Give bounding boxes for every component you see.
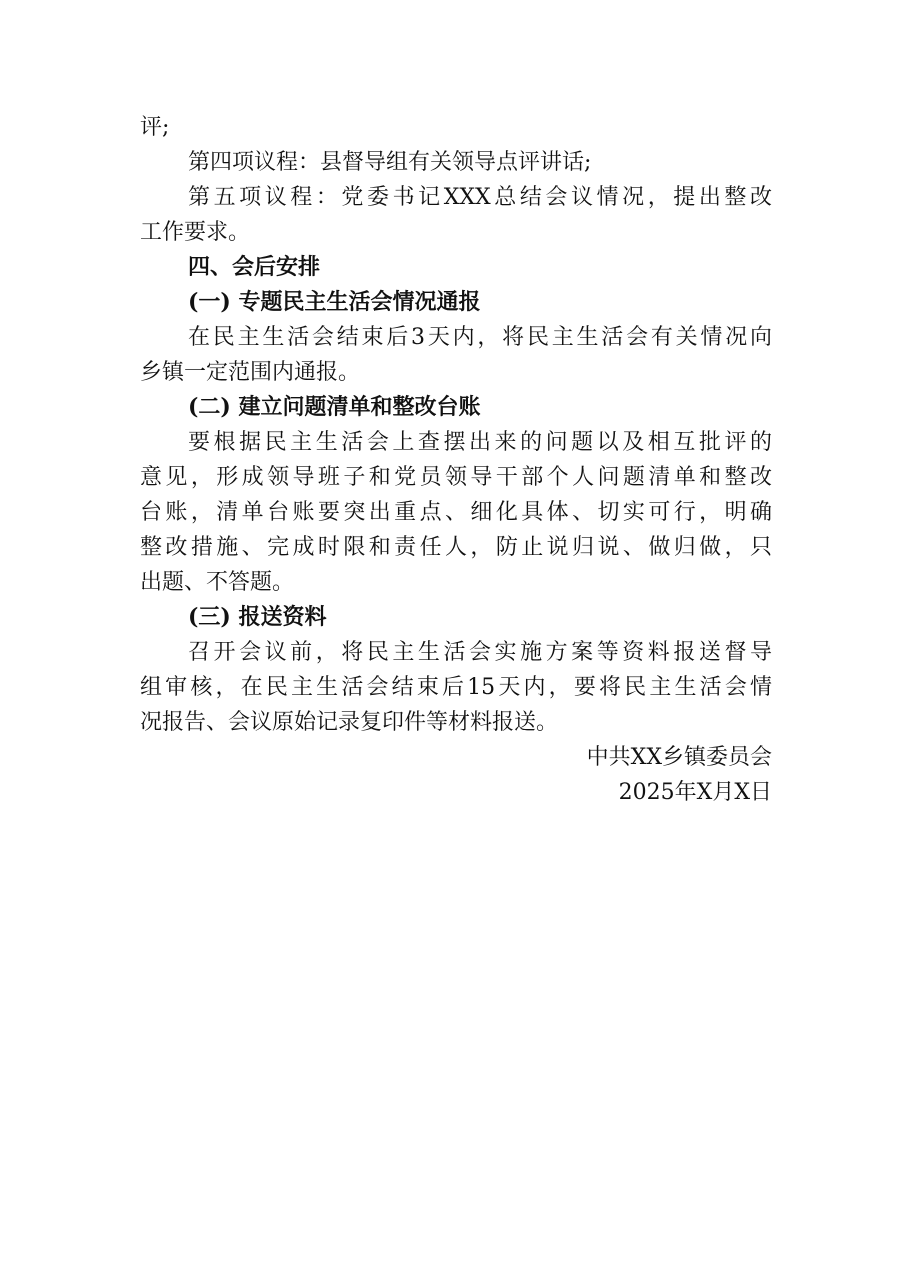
paragraph-issue-list	[140, 425, 772, 600]
paragraph-submit-materials	[140, 635, 772, 740]
paragraph-report-line-2: 乡镇一定范围内通报。	[140, 360, 361, 385]
paragraph-issue-list-line-3: 台账，清单台账要突出重点、细化具体、切实可行，明确	[140, 500, 772, 525]
agenda-item-5-line-1: 第五项议程：党委书记XXX总结会议情况，提出整改	[188, 185, 772, 210]
paragraph-issue-list-line-1: 要根据民主生活会上查摆出来的问题以及相互批评的	[188, 430, 772, 455]
paragraph-issue-list-line-4: 整改措施、完成时限和责任人，防止说归说、做归做，只	[140, 535, 772, 560]
signature-organization: 中共XX乡镇委员会	[586, 745, 772, 770]
agenda-item-5-line-2: 工作要求。	[140, 220, 251, 245]
signature-date: 2025年X月X日	[618, 780, 772, 805]
agenda-item-5	[140, 180, 772, 250]
paragraph-submit-materials-line-1: 召开会议前，将民主生活会实施方案等资料报送督导	[188, 640, 772, 665]
subheading-issue-list: (二) 建立问题清单和整改台账	[188, 394, 481, 420]
document-body	[140, 110, 772, 810]
continued-line: 评;	[140, 115, 170, 140]
paragraph-report	[140, 320, 772, 390]
paragraph-issue-list-line-2: 意见，形成领导班子和党员领导干部个人问题清单和整改	[140, 465, 772, 490]
paragraph-issue-list-line-5: 出题、不答题。	[140, 570, 295, 595]
subheading-submit-materials: (三) 报送资料	[188, 604, 327, 630]
section-heading-post-meeting: 四、会后安排	[188, 255, 321, 280]
paragraph-submit-materials-line-2: 组审核，在民主生活会结束后15天内，要将民主生活会情	[140, 675, 772, 700]
subheading-report: (一) 专题民主生活会情况通报	[188, 289, 481, 315]
agenda-item-4: 第四项议程：县督导组有关领导点评讲话;	[188, 150, 592, 175]
paragraph-report-line-1: 在民主生活会结束后3天内，将民主生活会有关情况向	[188, 325, 772, 350]
paragraph-submit-materials-line-3: 况报告、会议原始记录复印件等材料报送。	[140, 710, 559, 735]
